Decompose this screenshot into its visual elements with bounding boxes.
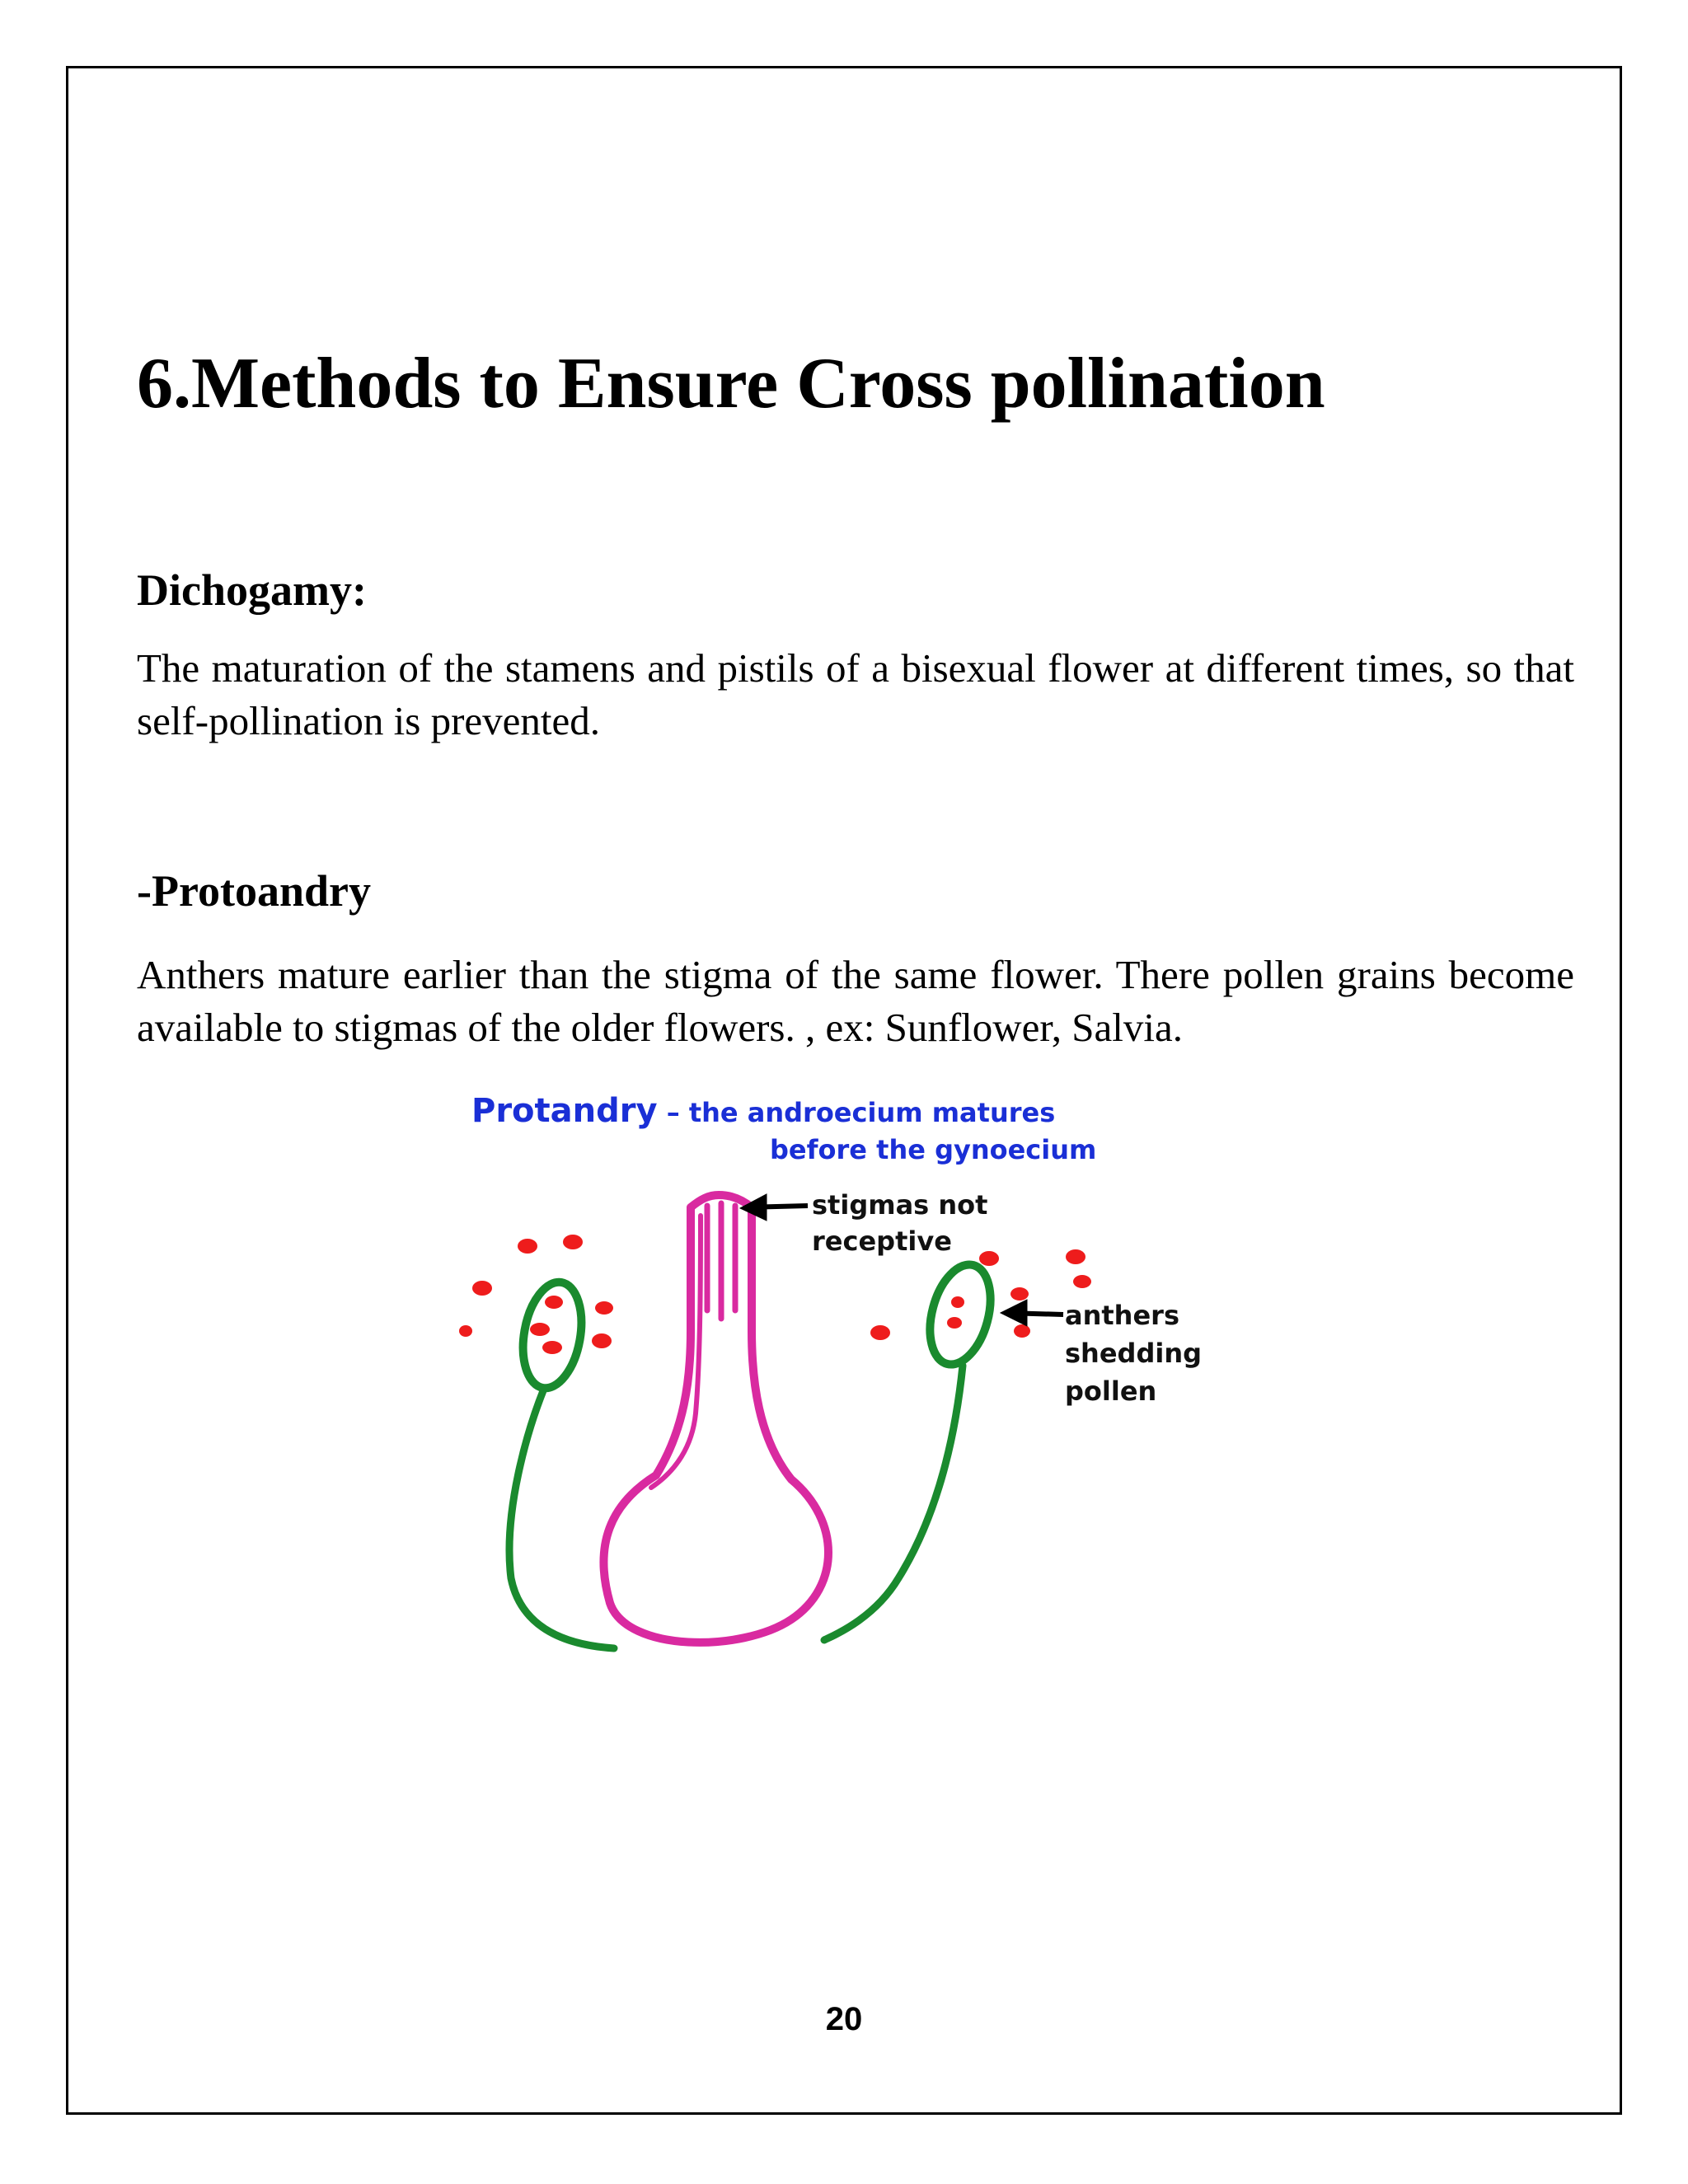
page-number: 20 (825, 2001, 863, 2037)
section-text-protoandry: Anthers mature earlier than the stigma of the same flower. There pollen grains become available to stigmas of the older flowers. , ex: Sunflower, Salvia. (137, 952, 1574, 1050)
label-anthers-line2: shedding (1065, 1338, 1202, 1369)
figure-caption-line2: before the gynoecium (770, 1134, 1097, 1165)
protandry-diagram (429, 1084, 1253, 1677)
figure-caption-line1: – the androecium matures (657, 1097, 1056, 1128)
pollen-grains (459, 1235, 1091, 1354)
label-stigmas-line2: receptive (812, 1226, 952, 1257)
label-stigmas-line1: stigmas not (812, 1189, 988, 1221)
label-anthers-line1: anthers (1065, 1300, 1179, 1331)
page-title: 6.Methods to Ensure Cross pollination (137, 344, 1325, 424)
pistil (603, 1195, 828, 1643)
section-text-dichogamy: The maturation of the stamens and pistils of a bisexual flower at different times, so that self-pollination is prevented. (137, 645, 1574, 743)
section-heading-protoandry: -Protoandry (137, 866, 371, 916)
label-anthers-line3: pollen (1065, 1376, 1157, 1407)
figure-caption-bold: Protandry (471, 1092, 658, 1130)
section-heading-dichogamy: Dichogamy: (137, 565, 367, 615)
right-stamen (824, 1258, 1001, 1640)
left-stamen (509, 1277, 614, 1648)
figure-caption (471, 1092, 1055, 1130)
arrow-anthers (1001, 1300, 1063, 1326)
